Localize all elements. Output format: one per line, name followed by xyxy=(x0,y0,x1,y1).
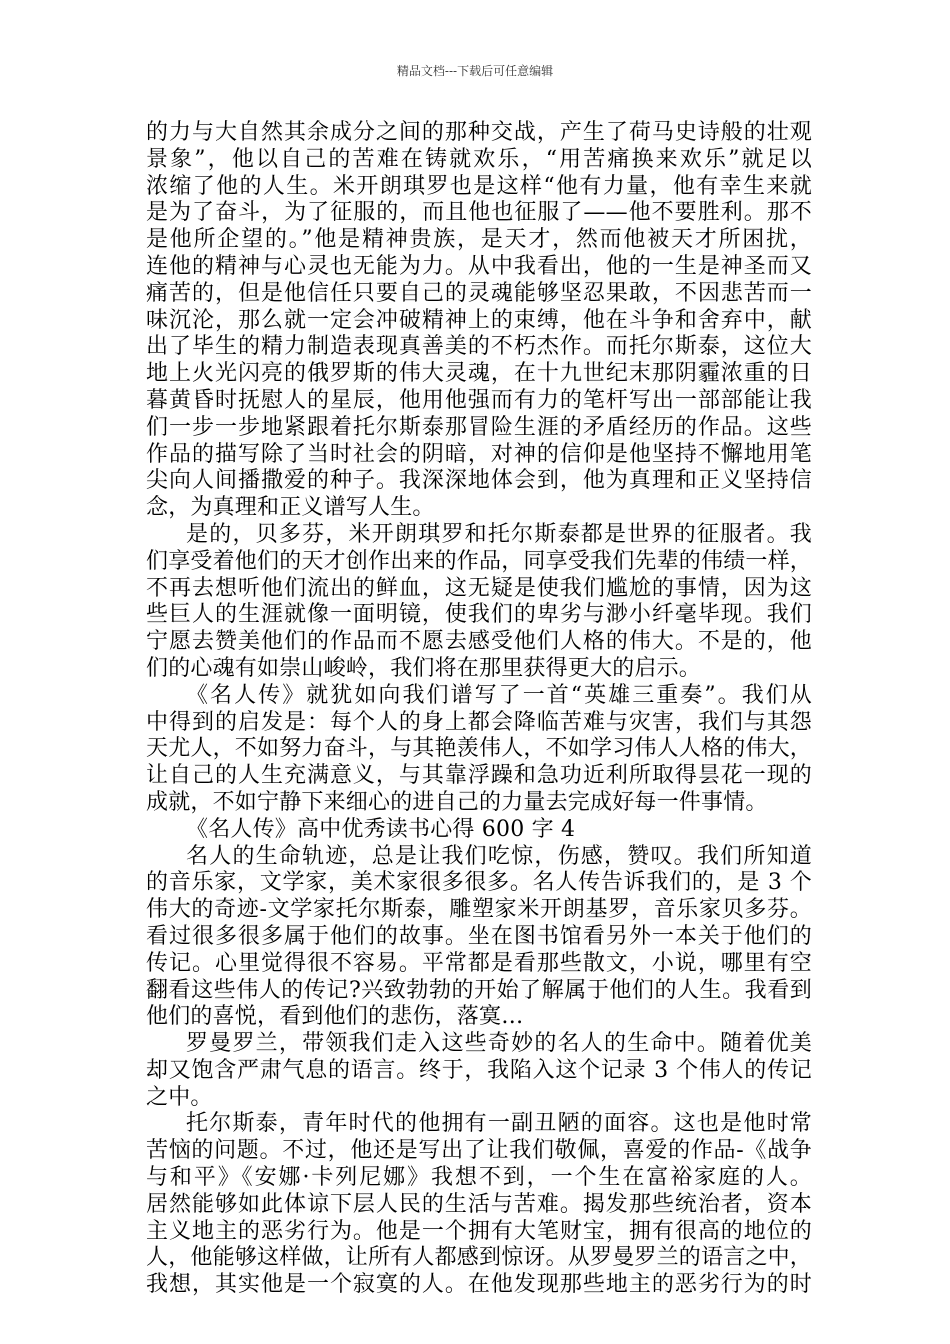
text-line: 是为了奋斗，为了征服的，而且他也征服了——他不要胜利。那不 xyxy=(146,200,812,226)
text-line: 看过很多很多属于他们的故事。坐在图书馆看另外一本关于他们的 xyxy=(146,923,812,949)
text-line: 《名人传》高中优秀读书心得 600 字 4 xyxy=(186,816,576,842)
text-line: 地上火光闪亮的俄罗斯的伟大灵魂，在十九世纪末那阴霾浓重的日 xyxy=(146,361,812,387)
text-line: 是他所企望的。”他是精神贵族，是天才，然而他被天才所困扰， xyxy=(146,227,812,253)
text-line: 出了毕生的精力制造表现真善美的不朽杰作。而托尔斯泰，这位大 xyxy=(146,334,812,360)
text-line: 托尔斯泰，青年时代的他拥有一副丑陋的面容。这也是他时常 xyxy=(186,1111,812,1137)
text-line: 浓缩了他的人生。米开朗琪罗也是这样“他有力量，他有幸生来就 xyxy=(146,173,812,199)
text-line: 《名人传》就犹如向我们谱写了一首“英雄三重奏”。我们从 xyxy=(186,682,812,708)
document-body xyxy=(146,120,812,1299)
text-line: 们一步一步地紧跟着托尔斯泰那冒险生涯的矛盾经历的作品。这些 xyxy=(146,414,812,440)
text-line: 我想，其实他是一个寂寞的人。在他发现那些地主的恶劣行为的时 xyxy=(146,1272,812,1298)
text-line: 不再去想听他们流出的鲜血，这无疑是使我们尴尬的事情，因为这 xyxy=(146,575,812,601)
text-line: 伟大的奇迹-文学家托尔斯泰，雕塑家米开朗基罗，音乐家贝多芬。 xyxy=(146,897,812,923)
text-line: 们享受着他们的天才创作出来的作品，同享受我们先辈的伟绩一样， xyxy=(146,548,813,574)
text-line: 们的心魂有如崇山峻岭，我们将在那里获得更大的启示。 xyxy=(146,655,702,681)
text-line: 苦恼的问题。不过，他还是写出了让我们敬佩，喜爱的作品-《战争 xyxy=(146,1138,812,1164)
text-line: 成就，不如宁静下来细心的进自己的力量去完成好每一件事情。 xyxy=(146,789,768,815)
text-line: 名人的生命轨迹，总是让我们吃惊，伤感，赞叹。我们所知道 xyxy=(186,843,812,869)
text-line: 却又饱含严肃气息的语言。终于，我陷入这个记录 3 个伟人的传记 xyxy=(146,1057,812,1083)
text-line: 翻看这些伟人的传记?兴致勃勃的开始了解属于他们的人生。我看到 xyxy=(146,977,812,1003)
text-line: 念，为真理和正义谱写人生。 xyxy=(146,495,435,521)
text-line: 主义地主的恶劣行为。他是一个拥有大笔财宝，拥有很高的地位的 xyxy=(146,1218,812,1244)
text-line: 宁愿去赞美他们的作品而不愿去感受他们人格的伟大。不是的，他 xyxy=(146,629,812,655)
text-line: 传记。心里觉得很不容易。平常都是看那些散文，小说，哪里有空 xyxy=(146,950,812,976)
text-line: 尖向人间播撒爱的种子。我深深地体会到，他为真理和正义坚持信 xyxy=(146,468,812,494)
text-line: 天尤人，不如努力奋斗，与其艳羡伟人，不如学习伟人人格的伟大， xyxy=(146,736,813,762)
text-line: 罗曼罗兰，带领我们走入这些奇妙的名人的生命中。随着优美 xyxy=(186,1031,812,1057)
text-line: 作品的描写除了当时社会的阴暗，对神的信仰是他坚持不懈地用笔 xyxy=(146,441,812,467)
text-line: 味沉沦，那么就一定会冲破精神上的束缚，他在斗争和舍弃中，献 xyxy=(146,307,812,333)
text-line: 是的，贝多芬，米开朗琪罗和托尔斯泰都是世界的征服者。我 xyxy=(186,521,812,547)
text-line: 让自己的人生充满意义，与其靠浮躁和急功近利所取得昙花一现的 xyxy=(146,763,812,789)
text-line: 痛苦的，但是他信任只要自己的灵魂能够坚忍果敢，不因悲苦而一 xyxy=(146,280,812,306)
page-header: 精品文档---下载后可任意编辑 xyxy=(396,64,554,78)
text-line: 的力与大自然其余成分之间的那种交战，产生了荷马史诗般的壮观 xyxy=(146,120,812,145)
text-line: 居然能够如此体谅下层人民的生活与苦难。揭发那些统治者，资本 xyxy=(146,1191,812,1217)
text-line: 暮黄昏时抚慰人的星辰，他用他强而有力的笔杆写出一部部能让我 xyxy=(146,387,812,413)
text-line: 之中。 xyxy=(146,1084,213,1110)
text-line: 连他的精神与心灵也无能为力。从中我看出，他的一生是神圣而又 xyxy=(146,253,812,279)
text-line: 他们的喜悦，看到他们的悲伤，落寞… xyxy=(146,1004,524,1030)
text-line: 中得到的启发是：每个人的身上都会降临苦难与灾害，我们与其怨 xyxy=(146,709,812,735)
text-line: 人，他能够这样做，让所有人都感到惊讶。从罗曼罗兰的语言之中， xyxy=(146,1245,813,1271)
text-line: 与和平》《安娜·卡列尼娜》我想不到，一个生在富裕家庭的人。 xyxy=(146,1165,812,1191)
text-line: 景象”，他以自己的苦难在铸就欢乐，“用苦痛换来欢乐”就足以 xyxy=(146,146,812,172)
text-line: 的音乐家，文学家，美术家很多很多。名人传告诉我们的，是 3 个 xyxy=(146,870,812,896)
text-line: 些巨人的生涯就像一面明镜，使我们的卑劣与渺小纤毫毕现。我们 xyxy=(146,602,812,628)
